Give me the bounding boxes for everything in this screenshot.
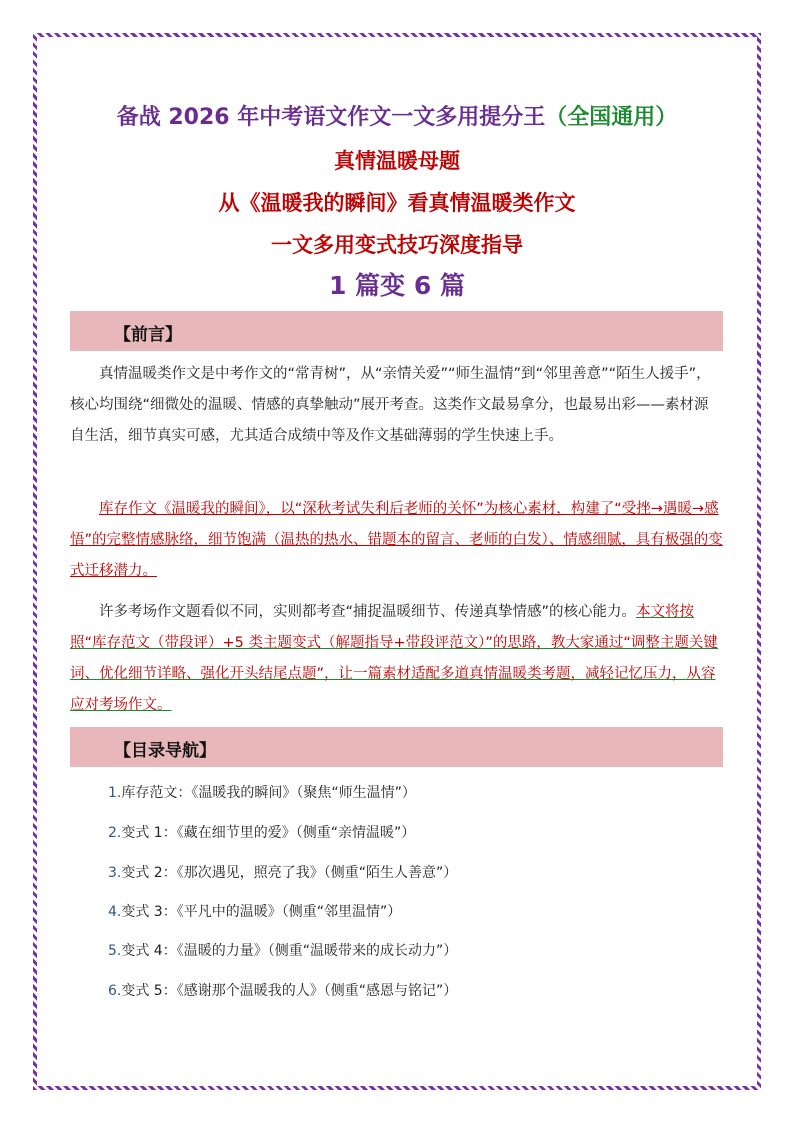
toc-heading: 【目录导航】 [114,741,216,761]
preface-paragraph-2 [70,494,723,587]
subtitle-topic: 从《温暖我的瞬间》看真情温暖类作文 [218,191,576,215]
toc-item-number: 3. [108,865,122,881]
toc-item-text: 变式 5：《感谢那个温暖我的人》（侧重“感恩与铭记”） [121,983,458,999]
preface-paragraph-3-highlight: 本文将按照“库存范文（带段评）+5 类主题变式（解题指导+带段评范文）”的思路，教大家通过“调整主题关键词、优化细节详略、强化开头结尾点题”，让一篇素材适配多道真情温暖类考题，减轻记忆压力，从容应对考场作文。 [70,604,718,713]
toc-item-number: 6. [108,983,122,999]
toc-item[interactable] [108,782,416,802]
toc-item-number: 5. [108,943,122,959]
toc-item-text: 变式 2：《那次遇见，照亮了我》（侧重“陌生人善意”） [121,865,458,881]
toc-item[interactable] [108,940,457,960]
title-main: 备战 2026 年中考语文作文一文多用提分王 [116,105,546,130]
toc-item-text: 库存范文：《温暖我的瞬间》（聚焦“师生温情”） [121,785,416,801]
preface-heading-bar [70,311,723,351]
toc-item-number: 1. [108,785,122,801]
preface-paragraph-1: 真情温暖类作文是中考作文的“常青树”，从“亲情关爱”“师生温情”到“邻里善意”“陌生人援手”，核心均围绕“细微处的温暖、情感的真挚触动”展开考查。这类作文最易拿分，也最易出彩——素材源自生活，细节真实可感，尤其适合成绩中等及作文基础薄弱的学生快速上手。 [70,366,711,444]
preface-heading: 【前言】 [114,325,182,345]
toc-item-text: 变式 3：《平凡中的温暖》（侧重“邻里温情”） [121,904,402,920]
toc-item[interactable] [108,822,415,842]
toc-heading-bar [70,727,723,767]
subtitle-theme: 真情温暖母题 [334,149,460,173]
title-tag: （全国通用） [545,105,678,130]
toc-item[interactable] [108,901,401,921]
preface-paragraph-2-text: 库存作文《温暖我的瞬间》，以“深秋考试失利后老师的关怀”为核心素材，构建了“受挫→遇暖→感悟”的完整情感脉络，细节饱满（温热的热水、错题本的留言、老师的白发）、情感细腻，具有极强的变式迁移潜力。 [70,501,723,579]
subtitle-guide: 一文多用变式技巧深度指导 [271,233,523,257]
document-title [0,100,794,131]
toc-item[interactable] [108,862,457,882]
toc-item-text: 变式 1：《藏在细节里的爱》（侧重“亲情温暖”） [121,825,416,841]
toc-item[interactable] [108,980,457,1000]
toc-item-number: 2. [108,825,122,841]
preface-paragraph-3-lead: 许多考场作文题看似不同，实则都考查“捕捉温暖细节、传递真挚情感”的核心能力。 [99,604,637,620]
preface-paragraph-3 [70,597,723,721]
toc-item-text: 变式 4：《温暖的力量》（侧重“温暖带来的成长动力”） [121,943,458,959]
toc-item-number: 4. [108,904,122,920]
subtitle-slogan: 1 篇变 6 篇 [329,271,465,300]
